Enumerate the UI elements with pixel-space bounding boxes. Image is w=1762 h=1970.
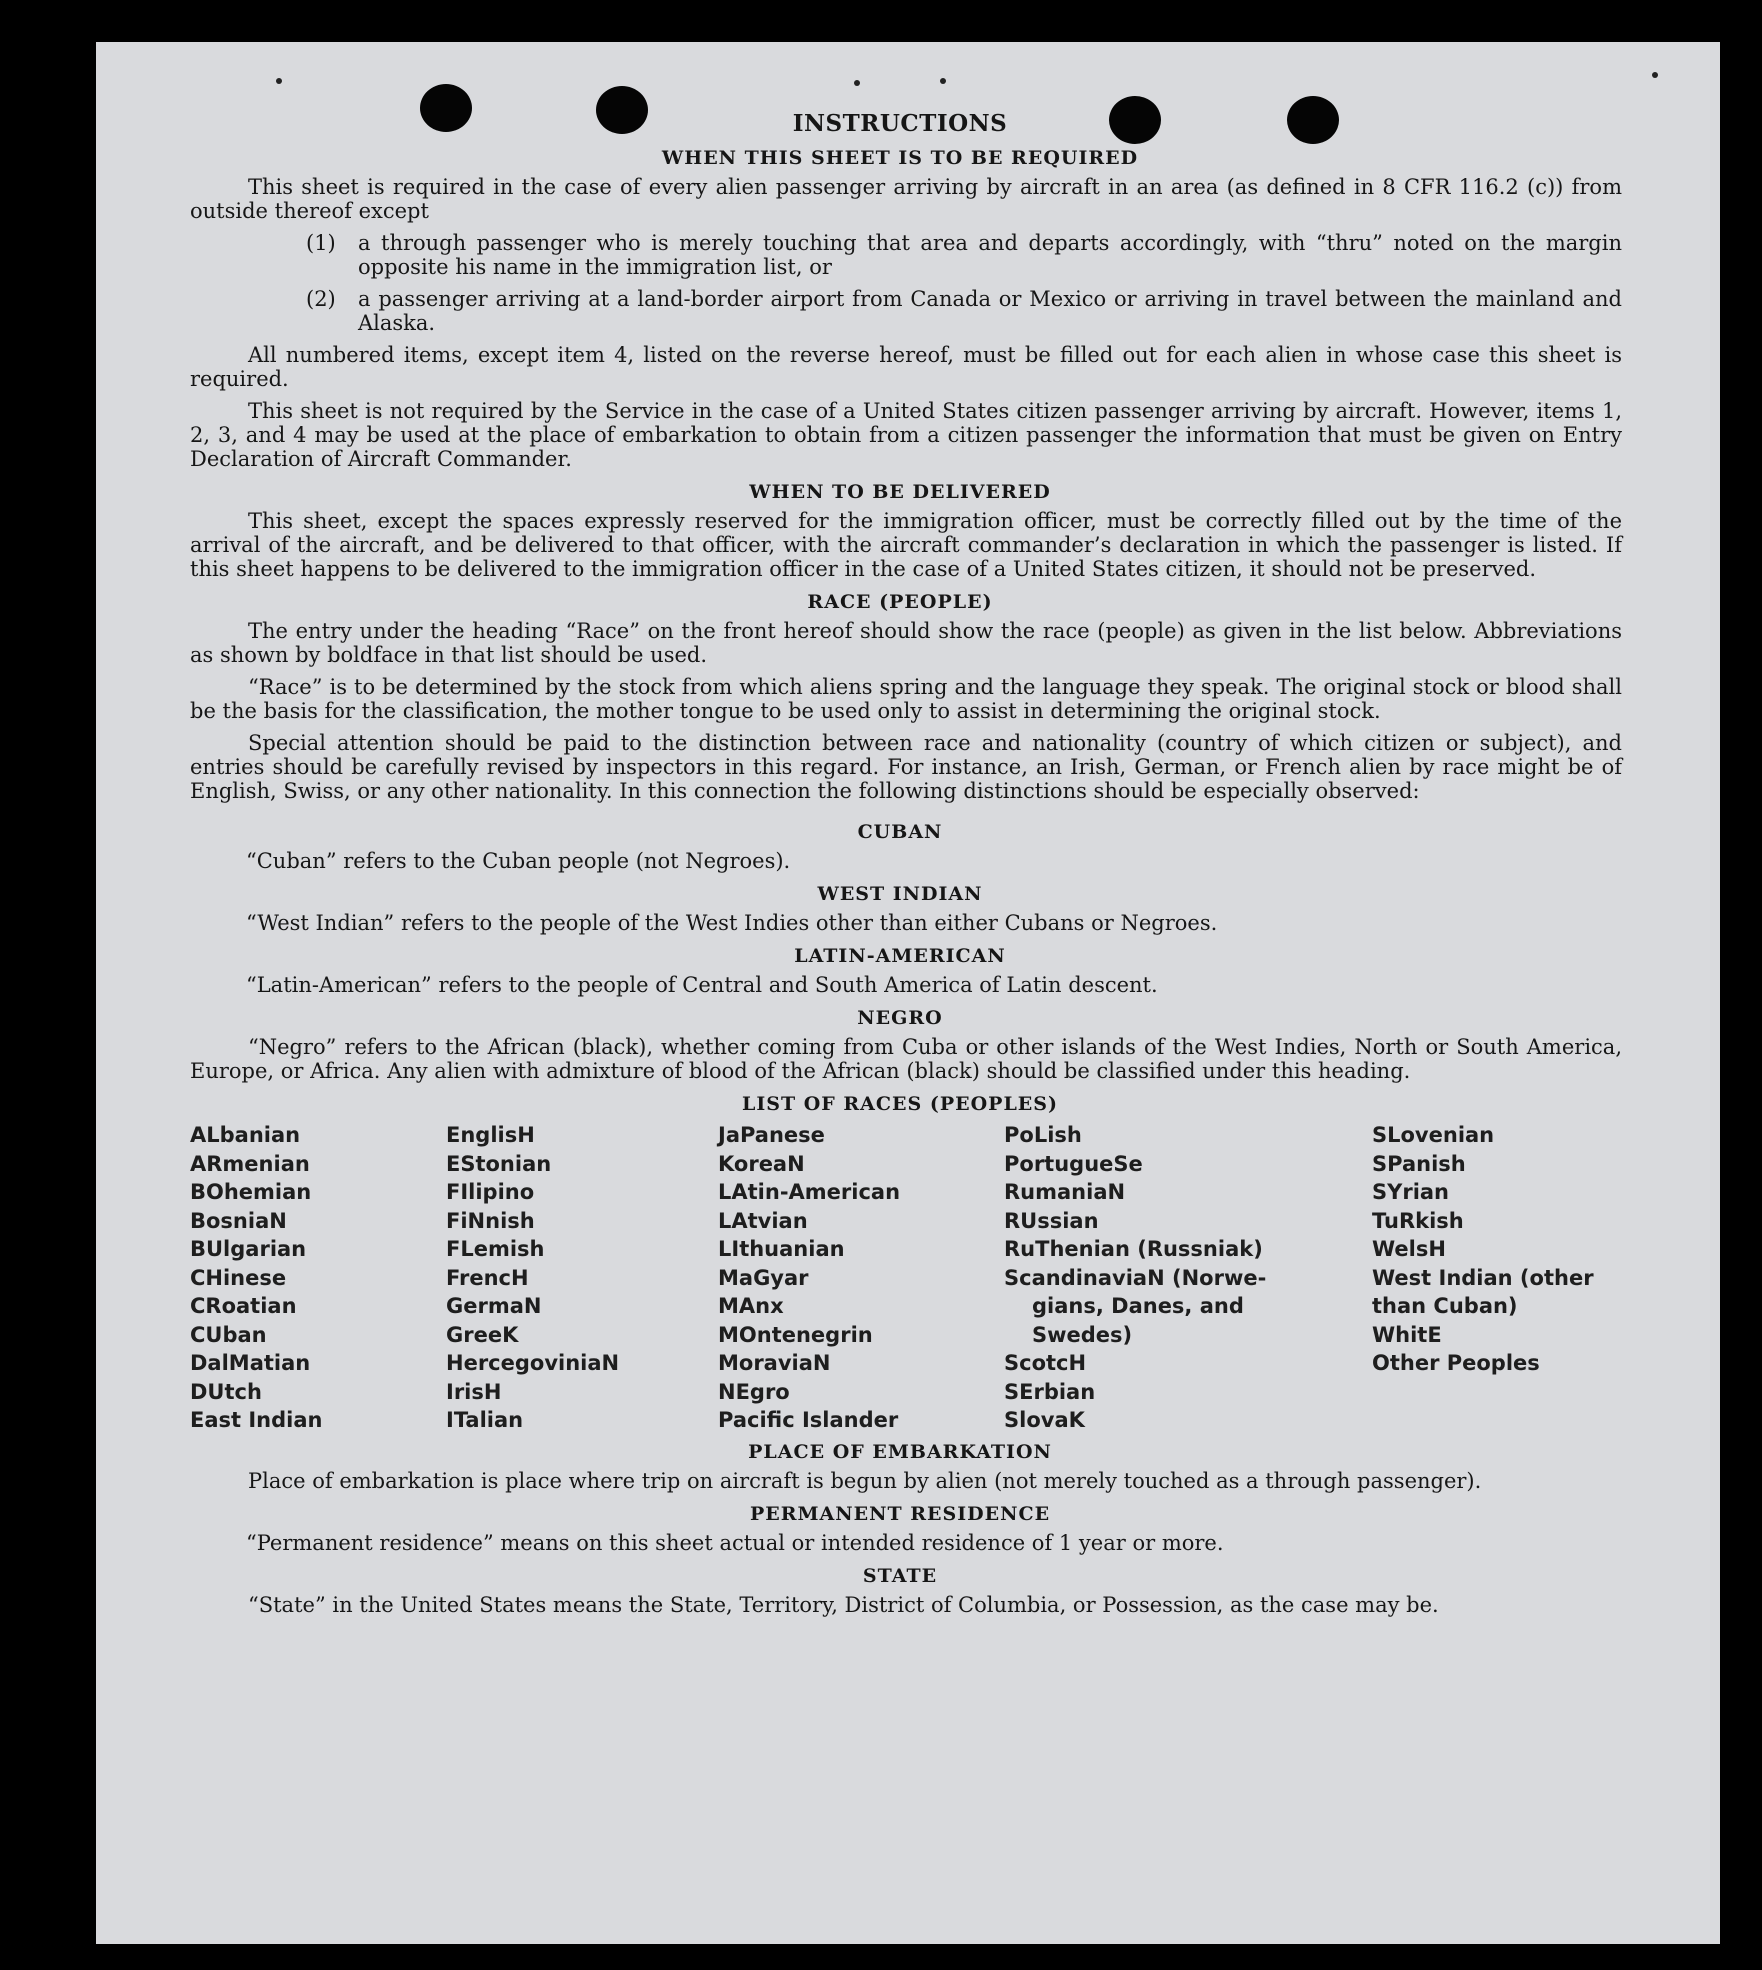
race-entry: WelsH: [1372, 1237, 1446, 1261]
paragraph: This sheet is not required by the Service in the case of a United States citizen passenger arriving by aircraft. However, items 1, 2, 3, and 4 may be used at the place of embarkation to obtain from a citizen passenger the information that must be given on Entry Declaration of Aircraft Commander.: [190, 399, 1622, 471]
section-heading: WHEN TO BE DELIVERED: [749, 481, 1051, 503]
list-item: [306, 231, 1622, 279]
item-number: (2): [306, 287, 336, 311]
race-entry: IrisH: [446, 1379, 502, 1404]
race-entry: PoLish: [1004, 1123, 1082, 1147]
paragraph: “Negro” refers to the African (black), whether coming from Cuba or other islands of the West Indies, North or South America, Europe, or Africa. Any alien with admixture of blood of the African (black) should be classified under this heading.: [190, 1035, 1622, 1083]
race-entry: TuRkish: [1372, 1208, 1464, 1233]
races-column: [446, 1121, 718, 1435]
race-entry: NEgro: [718, 1379, 790, 1404]
paragraph: “Race” is to be determined by the stock from which aliens spring and the language they speak. The original stock or blood shall be the basis for the classification, the mother tongue to be used only to assist in determining the original stock.: [190, 675, 1622, 723]
section-heading: WEST INDIAN: [817, 883, 983, 905]
race-entry: Other Peoples: [1372, 1351, 1540, 1375]
race-entry: JaPanese: [718, 1123, 825, 1147]
section-heading: RACE (PEOPLE): [807, 591, 993, 613]
race-entry: MoraviaN: [718, 1351, 831, 1375]
race-entry: West Indian (other: [1372, 1265, 1594, 1290]
paragraph: Special attention should be paid to the distinction between race and nationality (country of which citizen or subject), and entries should be carefully revised by inspectors in this regard. For instance, an Irish, German, or French alien by race might be of English, Swiss, or any other nationality. In this connection the following distinctions should be especially observed:: [190, 731, 1622, 803]
speck: [1652, 72, 1658, 78]
race-entry: LAtin-American: [718, 1180, 901, 1204]
races-column: [1372, 1121, 1622, 1435]
races-list: [190, 1121, 1622, 1435]
race-entry: Pacific Islander: [718, 1408, 899, 1432]
race-entry: FLemish: [446, 1237, 545, 1261]
paragraph: “State” in the United States means the State, Territory, District of Columbia, or Possession, as the case may be.: [248, 1592, 1439, 1617]
race-entry: CHinese: [190, 1265, 287, 1290]
speck: [276, 78, 282, 84]
item-number: (1): [306, 231, 336, 255]
item-text: a passenger arriving at a land-border airport from Canada or Mexico or arriving in travel between the mainland and Alaska.: [358, 287, 1622, 335]
definition: “West Indian” refers to the people of the West Indies other than either Cubans or Negroes.: [246, 911, 1218, 935]
race-entry: EStonian: [446, 1151, 552, 1176]
section-heading: PLACE OF EMBARKATION: [748, 1440, 1052, 1463]
race-entry: RumaniaN: [1004, 1180, 1126, 1204]
definition: “Latin-American” refers to the people of Central and South America of Latin descent.: [246, 973, 1158, 997]
definition: “Cuban” refers to the Cuban people (not Negroes).: [246, 849, 791, 873]
section-heading: LIST OF RACES (PEOPLES): [742, 1093, 1058, 1115]
race-entry: BUlgarian: [190, 1237, 307, 1261]
race-entry: SErbian: [1004, 1379, 1096, 1404]
section-heading: STATE: [862, 1564, 938, 1587]
race-entry: KoreaN: [718, 1151, 805, 1176]
page-title: INSTRUCTIONS: [792, 110, 1008, 137]
race-entry: RuThenian (Russniak): [1004, 1237, 1263, 1261]
race-entry: BOhemian: [190, 1180, 312, 1204]
race-entry: SlovaK: [1004, 1408, 1085, 1432]
section-heading: NEGRO: [857, 1007, 943, 1029]
section-heading: LATIN-AMERICAN: [794, 945, 1006, 967]
races-column: [190, 1121, 446, 1435]
race-entry: than Cuban): [1372, 1294, 1518, 1318]
race-entry: CRoatian: [190, 1294, 297, 1318]
section-heading: PERMANENT RESIDENCE: [749, 1502, 1051, 1525]
race-entry: MaGyar: [718, 1265, 809, 1290]
race-entry: FIlipino: [446, 1180, 535, 1204]
paragraph: Place of embarkation is place where trip on aircraft is begun by alien (not merely touched as a through passenger).: [248, 1468, 1482, 1493]
race-entry: ScotcH: [1004, 1351, 1087, 1375]
item-text: a through passenger who is merely touching that area and departs accordingly, with “thru” noted on the margin opposite his name in the immigration list, or: [358, 231, 1622, 279]
race-entry: ALbanian: [190, 1123, 301, 1147]
race-entry: FrencH: [446, 1265, 529, 1290]
race-entry: EnglisH: [446, 1123, 535, 1147]
race-entry: RUssian: [1004, 1208, 1099, 1233]
race-entry: SLovenian: [1372, 1123, 1495, 1147]
race-entry: SPanish: [1372, 1151, 1466, 1176]
instruction-sheet: [96, 42, 1720, 1944]
race-entry: ScandinaviaN (Norwe-: [1004, 1265, 1267, 1290]
section-heading: CUBAN: [857, 821, 943, 843]
race-entry: BosniaN: [190, 1208, 287, 1233]
section-heading: WHEN THIS SHEET IS TO BE REQUIRED: [661, 147, 1139, 169]
definition: “Permanent residence” means on this sheet actual or intended residence of 1 year or more.: [246, 1530, 1224, 1555]
paragraph: This sheet is required in the case of every alien passenger arriving by aircraft in an area (as defined in 8 CFR 116.2 (c)) from outside thereof except: [190, 175, 1622, 223]
paragraph: This sheet, except the spaces expressly reserved for the immigration officer, must be correctly filled out by the time of the arrival of the aircraft, and be delivered to that officer, with the aircraft commander’s declaration in which the passenger is listed. If this sheet happens to be delivered to the immigration officer in the case of a United States citizen, it should not be preserved.: [190, 509, 1622, 581]
paragraph: All numbered items, except item 4, listed on the reverse hereof, must be filled out for each alien in whose case this sheet is required.: [190, 343, 1622, 391]
race-entry: CUban: [190, 1322, 267, 1347]
race-entry: DalMatian: [190, 1351, 311, 1375]
race-entry: HercegoviniaN: [446, 1351, 620, 1375]
race-entry: GermaN: [446, 1294, 542, 1318]
race-entry: MAnx: [718, 1294, 784, 1318]
race-entry: gians, Danes, and: [1032, 1294, 1244, 1318]
paragraph: The entry under the heading “Race” on the front hereof should show the race (people) as given in the list below. Abbreviations as shown by boldface in that list should be used.: [190, 619, 1622, 667]
races-column: [1004, 1121, 1372, 1435]
list-item: [306, 287, 1622, 335]
race-entry: Swedes): [1032, 1322, 1133, 1347]
race-entry: MOntenegrin: [718, 1322, 873, 1347]
race-entry: PortugueSe: [1004, 1151, 1143, 1176]
race-entry: ARmenian: [190, 1151, 310, 1176]
race-entry: LAtvian: [718, 1208, 808, 1233]
speck: [854, 80, 860, 86]
race-entry: LIthuanian: [718, 1237, 845, 1261]
race-entry: ITalian: [446, 1408, 524, 1432]
races-column: [718, 1121, 1004, 1435]
race-entry: East Indian: [190, 1408, 323, 1432]
race-entry: SYrian: [1372, 1180, 1450, 1204]
speck: [940, 78, 946, 84]
race-entry: FiNnish: [446, 1208, 535, 1233]
race-entry: DUtch: [190, 1379, 262, 1404]
race-entry: WhitE: [1372, 1322, 1442, 1347]
race-entry: GreeK: [446, 1322, 519, 1347]
